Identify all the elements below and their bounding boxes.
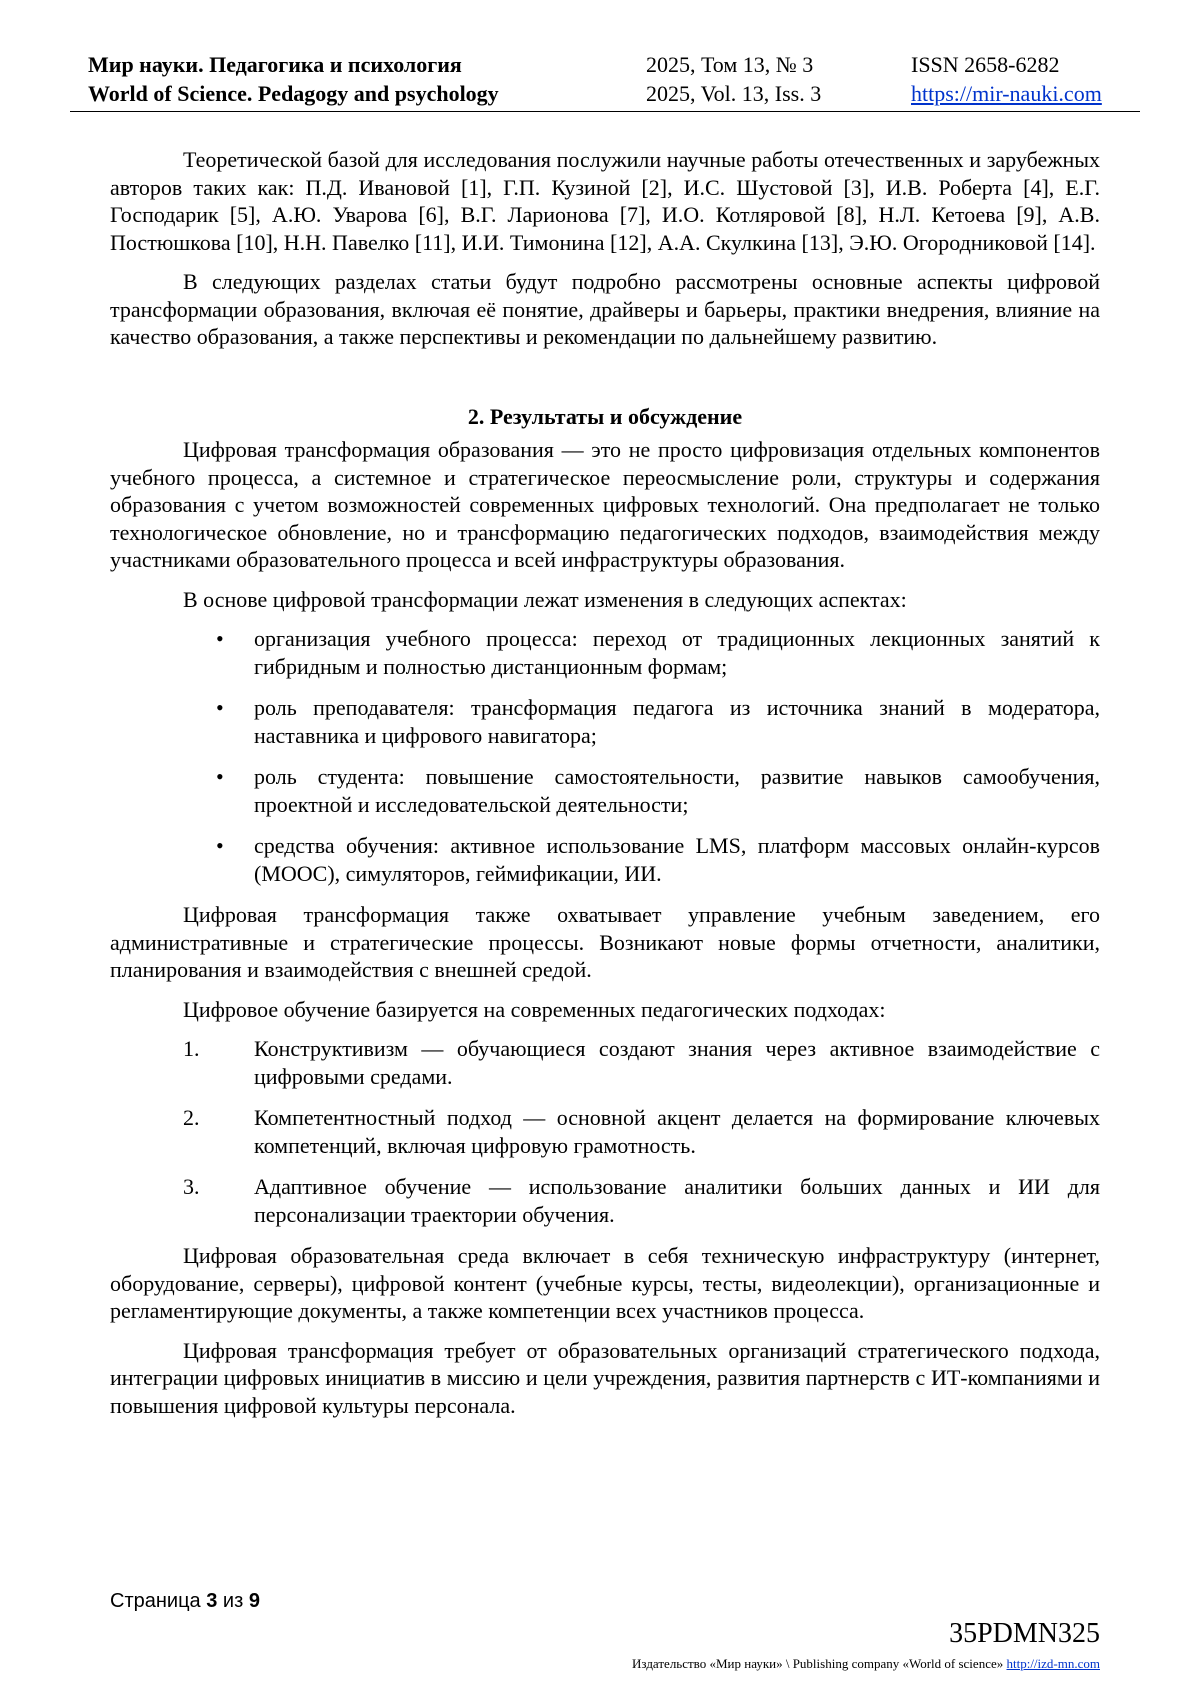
paragraph-environment: Цифровая образовательная среда включает в себя техническую инфраструктуру (интернет, оборудование, серверы), цифровой контент (учебные курсы, тесты, видеолекции), организационные и регламентирующие документы, а также компетенции всех участников процесса. bbox=[110, 1243, 1100, 1323]
publisher-text: Издательство «Мир науки» \ Publishing company «World of science» bbox=[632, 1656, 1004, 1671]
list-item-text: роль студента: повышение самостоятельности, развитие навыков самообучения, проектной и исследовательской деятельности; bbox=[254, 764, 1100, 817]
journal-title-block bbox=[88, 50, 499, 108]
list-item-text: Конструктивизм — обучающиеся создают знания через активное взаимодействие с цифровыми средами. bbox=[254, 1036, 1100, 1089]
list-item-text: Адаптивное обучение — использование аналитики больших данных и ИИ для персонализации траектории обучения. bbox=[254, 1174, 1100, 1227]
list-item-text: роль преподавателя: трансформация педагога из источника знаний в модератора, наставника и цифрового навигатора; bbox=[254, 695, 1100, 748]
list-item-text: средства обучения: активное использование LMS, платформ массовых онлайн-курсов (MOOC), симуляторов, геймификации, ИИ. bbox=[254, 833, 1100, 886]
aspects-list bbox=[110, 625, 1100, 887]
page-current: 3 bbox=[206, 1590, 218, 1612]
paragraph-strategy: Цифровая трансформация требует от образовательных организаций стратегического подхода, интеграции цифровых инициатив в миссию и цели учреждения, развития партнерств с ИТ-компаниями и повышения цифровой культуры персонала. bbox=[110, 1337, 1100, 1418]
list-item bbox=[110, 832, 1100, 887]
list-item bbox=[110, 625, 1100, 680]
list-item-number: 1. bbox=[183, 1036, 200, 1061]
paragraph-definition: Цифровая трансформация образования — это не просто цифровизация отдельных компонентов учебного процесса, а системное и стратегическое переосмысление роли, структуры и содержания образования с учетом возможностей современных цифровых технологий. Она предполагает не только технологическое обновление, но и трансформацию педагогических подходов, взаимодействия между участниками образовательного процесса и всей инфраструктуры образования. bbox=[110, 437, 1100, 572]
paragraph-management: Цифровая трансформация также охватывает управление учебным заведением, его административные и стратегические процессы. Возникают новые формы отчетности, аналитики, планирования и взаимодействия с внешней средой. bbox=[110, 902, 1100, 982]
approaches-list bbox=[110, 1035, 1100, 1228]
journal-title-ru: Мир науки. Педагогика и психология bbox=[88, 52, 462, 77]
page-of-word: из bbox=[222, 1590, 244, 1612]
list-item-number: 2. bbox=[183, 1105, 200, 1130]
issn: ISSN 2658-6282 bbox=[911, 52, 1060, 77]
paragraph-approaches-intro: Цифровое обучение базируется на современных педагогических подходах: bbox=[183, 996, 886, 1022]
list-item bbox=[110, 763, 1100, 818]
issue-ru: 2025, Том 13, № 3 bbox=[646, 52, 814, 77]
list-item bbox=[110, 1173, 1100, 1228]
article-code: 35PDMN325 bbox=[949, 1618, 1100, 1649]
page-word: Страница bbox=[110, 1590, 201, 1612]
list-item bbox=[110, 1035, 1100, 1090]
article-body bbox=[110, 146, 1100, 1431]
section-heading: 2. Результаты и обсуждение bbox=[467, 403, 743, 429]
bullet-icon: • bbox=[216, 626, 224, 651]
publisher-line bbox=[632, 1656, 1100, 1672]
paragraph-aspects-intro: В основе цифровой трансформации лежат изменения в следующих аспектах: bbox=[183, 586, 907, 612]
issue-block bbox=[646, 50, 821, 108]
page-total: 9 bbox=[248, 1590, 260, 1612]
paragraph-next-sections: В следующих разделах статьи будут подробно рассмотрены основные аспекты цифровой трансформации образования, включая её понятие, драйверы и барьеры, практики внедрения, влияние на качество образования, а также перспективы и рекомендации по дальнейшему развитию. bbox=[110, 269, 1100, 349]
bullet-icon: • bbox=[216, 833, 224, 858]
list-item bbox=[110, 694, 1100, 749]
list-item-number: 3. bbox=[183, 1174, 200, 1199]
journal-url-link[interactable]: https://mir-nauki.com bbox=[911, 81, 1102, 106]
running-header bbox=[88, 50, 1118, 110]
bullet-icon: • bbox=[216, 764, 224, 789]
list-item bbox=[110, 1104, 1100, 1159]
journal-title-en: World of Science. Pedagogy and psychology bbox=[88, 81, 499, 106]
list-item-text: Компетентностный подход — основной акцент делается на формирование ключевых компетенций, включая цифровую грамотность. bbox=[254, 1105, 1100, 1158]
paragraph-theoretical-basis: Теоретической базой для исследования послужили научные работы отечественных и зарубежных авторов таких как: П.Д. Ивановой [1], Г.П. Кузиной [2], И.С. Шустовой [3], И.В. Роберта [4], Е.Г. Господарик [5], А.Ю. Уварова [6], В.Г. Ларионова [7], И.О. Котляровой [8], Н.Л. Кетоева [9], А.В. Постюшкова [10], Н.Н. Павелко [11], И.И. Тимонина [12], А.А. Скулкина [13], Э.Ю. Огородниковой [14]. bbox=[110, 147, 1100, 255]
issue-en: 2025, Vol. 13, Iss. 3 bbox=[646, 81, 822, 106]
publisher-url-link[interactable]: http://izd-mn.com bbox=[1006, 1656, 1100, 1671]
page-number bbox=[110, 1590, 260, 1613]
bullet-icon: • bbox=[216, 695, 224, 720]
list-item-text: организация учебного процесса: переход от традиционных лекционных занятий к гибридным и полностью дистанционным формам; bbox=[254, 626, 1100, 679]
issn-block bbox=[911, 50, 1102, 108]
header-divider bbox=[70, 111, 1140, 112]
